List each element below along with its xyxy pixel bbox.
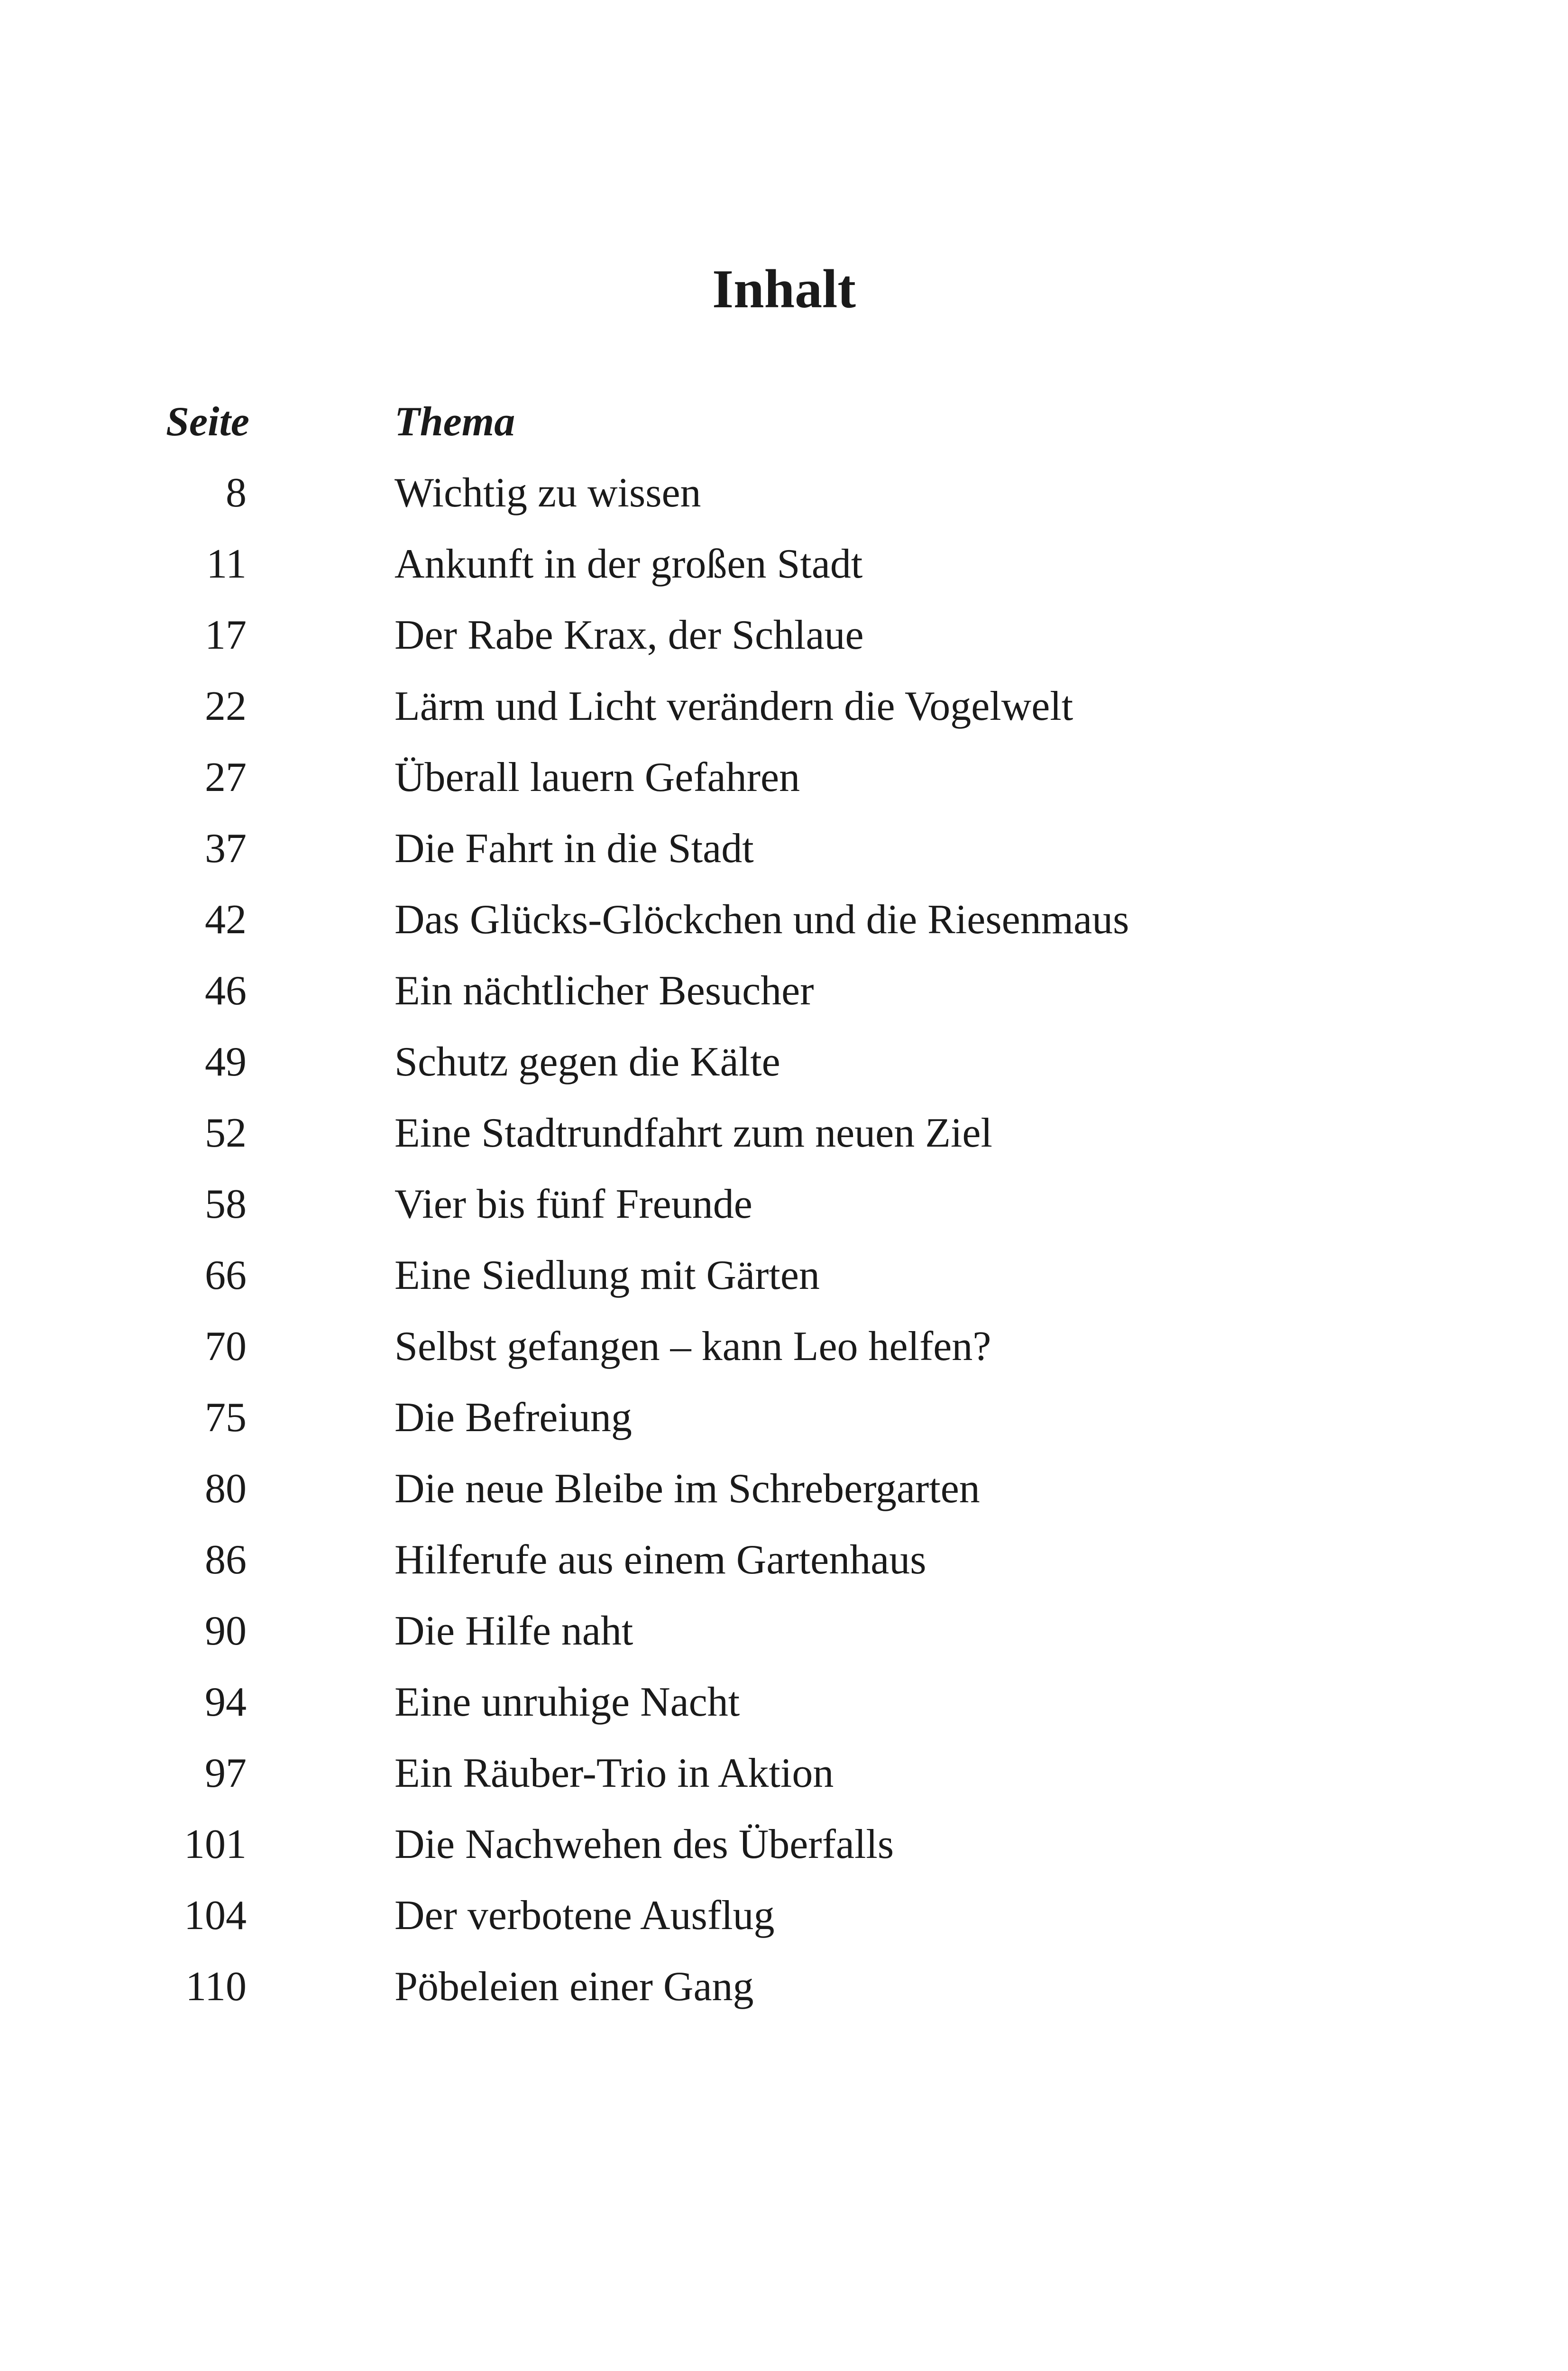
toc-page-number: 101 (184, 1821, 247, 1867)
page-column-header: Seite (166, 399, 249, 445)
toc-page-number: 66 (205, 1252, 247, 1298)
table-of-contents (166, 386, 1408, 2022)
toc-page-number: 42 (205, 897, 247, 943)
toc-topic: Überall lauern Gefahren (394, 754, 800, 800)
toc-page-number: 11 (206, 541, 247, 587)
toc-page-number: 22 (205, 683, 247, 729)
toc-entry[interactable] (175, 1809, 1408, 1880)
toc-topic: Ankunft in der großen Stadt (394, 541, 863, 587)
toc-page-number: 27 (205, 754, 247, 800)
toc-entry[interactable] (175, 1311, 1408, 1382)
toc-entry[interactable] (175, 742, 1408, 813)
toc-topic: Das Glücks-Glöckchen und die Riesenmaus (394, 897, 1129, 943)
toc-entry[interactable] (175, 1667, 1408, 1738)
toc-topic: Vier bis fünf Freunde (394, 1181, 752, 1227)
toc-topic: Die Nachwehen des Überfalls (394, 1821, 894, 1867)
toc-page-number: 58 (205, 1181, 247, 1227)
toc-page-number: 110 (185, 1964, 247, 2010)
toc-entry[interactable] (175, 813, 1408, 884)
toc-page-number: 46 (205, 968, 247, 1014)
toc-entry[interactable] (175, 1525, 1408, 1596)
toc-topic: Eine Siedlung mit Gärten (394, 1252, 820, 1298)
toc-entry[interactable] (175, 956, 1408, 1027)
toc-entry[interactable] (175, 1951, 1408, 2022)
toc-entry[interactable] (175, 600, 1408, 671)
toc-entry[interactable] (175, 1738, 1408, 1809)
toc-topic: Die Fahrt in die Stadt (394, 826, 754, 872)
toc-page-number: 104 (184, 1893, 247, 1939)
toc-topic: Der verbotene Ausflug (394, 1893, 775, 1939)
toc-entry[interactable] (175, 458, 1408, 529)
toc-entry[interactable] (175, 1169, 1408, 1240)
toc-entry[interactable] (175, 1098, 1408, 1169)
toc-page-number: 52 (205, 1110, 247, 1156)
toc-topic: Die neue Bleibe im Schrebergarten (394, 1466, 980, 1512)
topic-column-header: Thema (394, 399, 515, 445)
toc-page-number: 70 (205, 1323, 247, 1369)
toc-page-number: 94 (205, 1679, 247, 1725)
toc-entry[interactable] (175, 1880, 1408, 1951)
toc-topic: Ein Räuber-Trio in Aktion (394, 1750, 834, 1796)
toc-page-number: 86 (205, 1537, 247, 1583)
toc-topic: Die Hilfe naht (394, 1608, 633, 1654)
toc-topic: Die Befreiung (394, 1395, 632, 1441)
toc-entry[interactable] (175, 1453, 1408, 1525)
toc-entry[interactable] (175, 671, 1408, 742)
toc-page-number: 8 (226, 470, 247, 516)
toc-topic: Der Rabe Krax, der Schlaue (394, 612, 864, 658)
toc-topic: Selbst gefangen – kann Leo helfen? (394, 1323, 991, 1369)
toc-entry[interactable] (175, 1027, 1408, 1098)
toc-entry[interactable] (175, 1596, 1408, 1667)
toc-page-number: 97 (205, 1750, 247, 1796)
toc-topic: Ein nächtlicher Besucher (394, 968, 814, 1014)
toc-topic: Schutz gegen die Kälte (394, 1039, 780, 1085)
toc-topic: Wichtig zu wissen (394, 470, 701, 516)
toc-entry[interactable] (175, 529, 1408, 600)
toc-page-number: 37 (205, 826, 247, 872)
toc-topic: Pöbeleien einer Gang (394, 1964, 754, 2010)
toc-page-number: 90 (205, 1608, 247, 1654)
toc-topic: Eine unruhige Nacht (394, 1679, 740, 1725)
toc-header-row (166, 386, 1408, 458)
toc-page-number: 80 (205, 1466, 247, 1512)
toc-topic: Hilferufe aus einem Gartenhaus (394, 1537, 926, 1583)
toc-page-number: 49 (205, 1039, 247, 1085)
toc-topic: Lärm und Licht verändern die Vogelwelt (394, 683, 1073, 729)
toc-topic: Eine Stadtrundfahrt zum neuen Ziel (394, 1110, 992, 1156)
toc-entry[interactable] (175, 1382, 1408, 1453)
toc-page-number: 17 (205, 612, 247, 658)
toc-entry[interactable] (175, 884, 1408, 956)
toc-entry[interactable] (175, 1240, 1408, 1311)
page-title: Inhalt (712, 259, 856, 320)
toc-page-number: 75 (205, 1395, 247, 1441)
